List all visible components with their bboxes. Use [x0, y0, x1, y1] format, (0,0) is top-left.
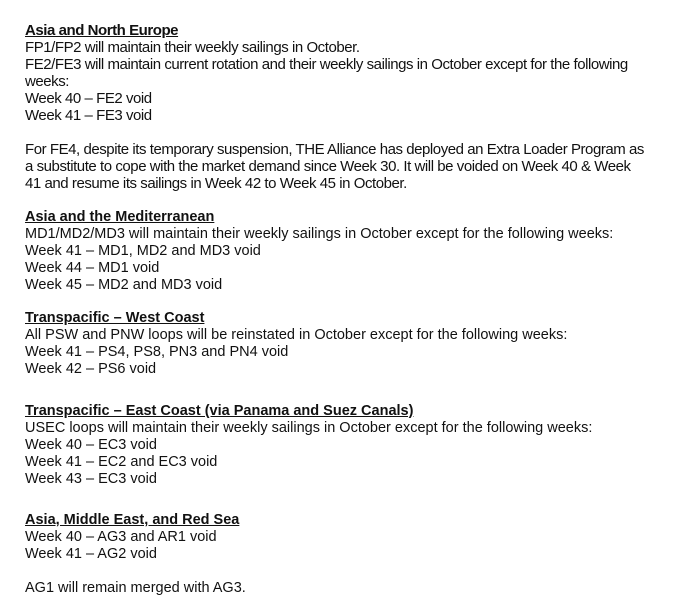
section-asia-north-europe: [25, 22, 644, 192]
text-line: Week 41 – EC2 and EC3 void: [25, 454, 218, 470]
text-line: Week 44 – MD1 void: [25, 260, 160, 276]
section-heading: Transpacific – West Coast: [25, 310, 205, 326]
section-heading: Asia, Middle East, and Red Sea: [25, 512, 240, 528]
section-heading: Transpacific – East Coast (via Panama and Suez Canals): [25, 403, 414, 419]
text-line: AG1 will remain merged with AG3.: [25, 580, 246, 596]
text-line: Week 43 – EC3 void: [25, 471, 157, 487]
text-line: weeks:: [25, 73, 69, 90]
text-line: Week 41 – AG2 void: [25, 546, 157, 562]
section-heading: Asia and the Mediterranean: [25, 209, 215, 225]
text-line: Week 45 – MD2 and MD3 void: [25, 277, 223, 293]
text-line: Week 41 – FE3 void: [25, 107, 152, 124]
text-line: Week 40 – AG3 and AR1 void: [25, 529, 217, 545]
text-line: All PSW and PNW loops will be reinstated in October except for the following weeks:: [25, 327, 568, 343]
text-line: USEC loops will maintain their weekly sailings in October except for the following weeks:: [25, 420, 593, 436]
text-line: FE2/FE3 will maintain current rotation and their weekly sailings in October except for the following: [25, 56, 628, 73]
text-line: a substitute to cope with the market demand since Week 30. It will be voided on Week 40 & Week: [25, 158, 631, 175]
section-asia-mediterranean: [25, 209, 613, 294]
text-line: Week 40 – FE2 void: [25, 90, 152, 107]
text-line: Week 42 – PS6 void: [25, 361, 157, 377]
text-line: FP1/FP2 will maintain their weekly sailings in October.: [25, 39, 360, 56]
text-line: For FE4, despite its temporary suspension, THE Alliance has deployed an Extra Loader Program as: [25, 141, 644, 158]
text-line: Week 40 – EC3 void: [25, 437, 157, 453]
section-asia-middle-east-red-sea: [25, 512, 246, 597]
section-transpacific-west-coast: [25, 310, 567, 378]
text-line: MD1/MD2/MD3 will maintain their weekly sailings in October except for the following weeks:: [25, 226, 614, 242]
section-heading: Asia and North Europe: [25, 22, 179, 39]
section-transpacific-east-coast: [25, 403, 592, 488]
text-line: Week 41 – PS4, PS8, PN3 and PN4 void: [25, 344, 289, 360]
text-line: 41 and resume its sailings in Week 42 to Week 45 in October.: [25, 175, 407, 192]
text-line: Week 41 – MD1, MD2 and MD3 void: [25, 243, 261, 259]
